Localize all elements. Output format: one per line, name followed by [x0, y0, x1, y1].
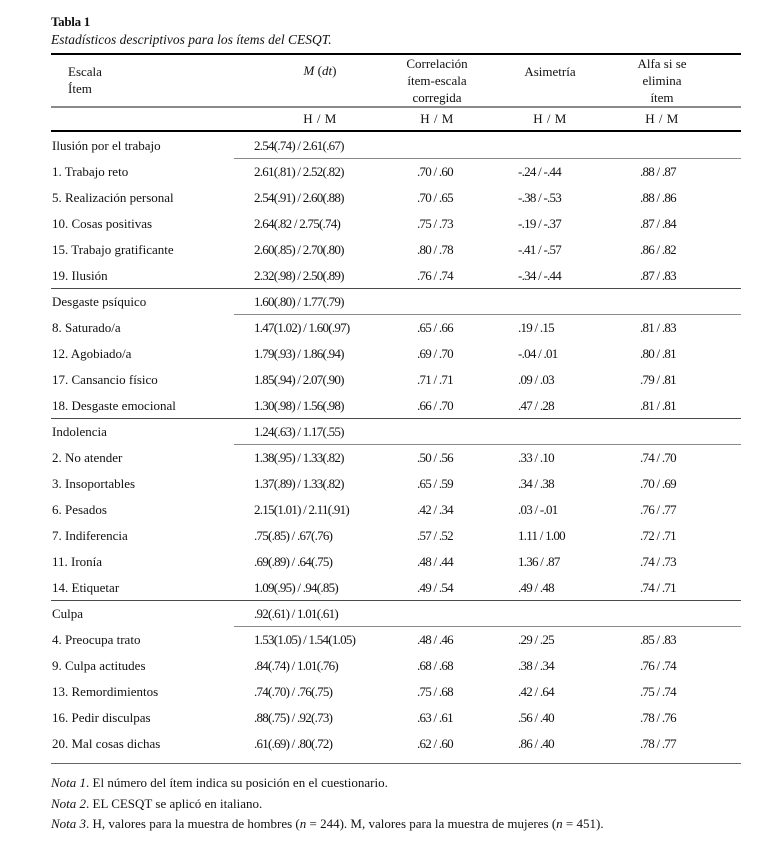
subheader-alpha: H / M [645, 111, 679, 126]
item-correlation: .62 / .60 [417, 736, 453, 751]
item-row [51, 627, 741, 653]
item-correlation: .57 / .52 [417, 528, 453, 543]
item-alpha: .72 / .71 [640, 528, 676, 543]
item-row [51, 341, 741, 367]
scale-name: Culpa [52, 606, 84, 621]
header-mean-symbol: M [303, 63, 315, 78]
header-paren-open: ( [314, 63, 322, 78]
item-correlation: .68 / .68 [417, 658, 453, 673]
item-correlation: .65 / .66 [417, 320, 453, 335]
header-mean-sd [255, 62, 385, 79]
item-correlation: .80 / .78 [417, 242, 453, 257]
header-sd-symbol: dt [321, 63, 333, 78]
header-correlation-line: ítem-escala [407, 73, 467, 88]
header-paren-close: ) [332, 63, 337, 78]
item-mean-sd: .84(.74) / 1.01(.76) [254, 658, 338, 673]
item-correlation: .76 / .74 [417, 268, 453, 283]
header-alpha-line: ítem [650, 90, 674, 105]
item-mean-sd: 1.85(.94) / 2.07(.90) [254, 372, 344, 387]
item-correlation: .70 / .60 [417, 164, 453, 179]
item-name: 6. Pesados [52, 502, 107, 517]
item-name: 14. Etiquetar [52, 580, 120, 595]
item-mean-sd: 1.47(1.02) / 1.60(.97) [254, 320, 350, 335]
item-asymmetry: -.19 / -.37 [518, 216, 562, 231]
scale-section [51, 601, 741, 764]
item-correlation: .75 / .68 [417, 684, 453, 699]
item-name: 20. Mal cosas dichas [52, 736, 161, 751]
item-asymmetry: .19 / .15 [518, 320, 554, 335]
item-name: 4. Preocupa trato [52, 632, 141, 647]
item-name: 18. Desgaste emocional [52, 398, 176, 413]
note-n-symbol: n [556, 816, 563, 831]
note-text: = 451). [562, 816, 604, 831]
item-correlation: .50 / .56 [417, 450, 453, 465]
item-mean-sd: .88(.75) / .92(.73) [254, 710, 333, 725]
note-2 [51, 794, 751, 815]
header-asymmetry: Asimetría [524, 64, 576, 79]
header-alpha [597, 55, 727, 106]
item-row [51, 549, 741, 575]
scale-row [51, 133, 741, 159]
item-correlation: .42 / .34 [417, 502, 453, 517]
item-row [51, 393, 741, 419]
item-asymmetry: .34 / .38 [518, 476, 554, 491]
item-mean-sd: .69(.89) / .64(.75) [254, 554, 333, 569]
item-name: 9. Culpa actitudes [52, 658, 146, 673]
item-asymmetry: .49 / .48 [518, 580, 554, 595]
item-mean-sd: .74(.70) / .76(.75) [254, 684, 333, 699]
item-correlation: .48 / .44 [417, 554, 453, 569]
item-name: 13. Remordimientos [52, 684, 159, 699]
header-alpha-line: Alfa si se [637, 56, 687, 71]
scale-mean-sd: 2.54(.74) / 2.61(.67) [254, 138, 344, 153]
item-row [51, 471, 741, 497]
subheader-asymmetry: H / M [533, 111, 567, 126]
note-1 [51, 773, 751, 794]
scale-mean-sd: 1.60(.80) / 1.77(.79) [254, 294, 344, 309]
item-name: 7. Indiferencia [52, 528, 128, 543]
item-row [51, 497, 741, 523]
scale-row [51, 601, 741, 627]
scale-row [51, 289, 741, 315]
header-item-label: Ítem [68, 81, 92, 96]
item-correlation: .70 / .65 [417, 190, 453, 205]
note-label: Nota 1 [51, 775, 87, 790]
item-asymmetry: .33 / .10 [518, 450, 554, 465]
item-asymmetry: 1.36 / .87 [518, 554, 560, 569]
item-alpha: .86 / .82 [640, 242, 676, 257]
item-mean-sd: .75(.85) / .67(.76) [254, 528, 333, 543]
item-alpha: .76 / .77 [640, 502, 676, 517]
item-asymmetry: .38 / .34 [518, 658, 554, 673]
subheader-correlation: H / M [420, 111, 454, 126]
item-mean-sd: 2.60(.85) / 2.70(.80) [254, 242, 344, 257]
item-correlation: .48 / .46 [417, 632, 453, 647]
item-row [51, 185, 741, 211]
note-n-symbol: n [299, 816, 307, 831]
scale-mean-sd: .92(.61) / 1.01(.61) [254, 606, 338, 621]
item-alpha: .78 / .77 [640, 736, 676, 751]
note-text: . H, valores para la muestra de hombres ( [86, 816, 300, 831]
item-asymmetry: .29 / .25 [518, 632, 554, 647]
item-mean-sd: 2.61(.81) / 2.52(.82) [254, 164, 344, 179]
item-alpha: .79 / .81 [640, 372, 676, 387]
item-alpha: .81 / .81 [640, 398, 676, 413]
item-mean-sd: 1.09(.95) / .94(.85) [254, 580, 338, 595]
item-alpha: .85 / .83 [640, 632, 676, 647]
item-name: 17. Cansancio físico [52, 372, 158, 387]
item-alpha: .78 / .76 [640, 710, 676, 725]
item-correlation: .71 / .71 [417, 372, 453, 387]
item-mean-sd: 1.79(.93) / 1.86(.94) [254, 346, 344, 361]
item-asymmetry: -.24 / -.44 [518, 164, 562, 179]
item-asymmetry: -.41 / -.57 [518, 242, 562, 257]
scale-name: Ilusión por el trabajo [52, 138, 161, 153]
item-mean-sd: 1.38(.95) / 1.33(.82) [254, 450, 344, 465]
item-mean-sd: 2.54(.91) / 2.60(.88) [254, 190, 344, 205]
item-row [51, 237, 741, 263]
item-correlation: .69 / .70 [417, 346, 453, 361]
table-subheader [51, 107, 741, 130]
item-row [51, 523, 741, 549]
item-row [51, 575, 741, 601]
scale-name: Desgaste psíquico [52, 294, 147, 309]
item-mean-sd: 2.15(1.01) / 2.11(.91) [254, 502, 349, 517]
item-row [51, 211, 741, 237]
item-correlation: .63 / .61 [417, 710, 453, 725]
header-scale-item [68, 63, 188, 97]
item-name: 1. Trabajo reto [52, 164, 129, 179]
item-row [51, 263, 741, 289]
item-alpha: .74 / .71 [640, 580, 676, 595]
note-text: . El número del ítem indica su posición en el cuestionario. [86, 775, 388, 790]
scale-mean-sd: 1.24(.63) / 1.17(.55) [254, 424, 344, 439]
header-alpha-line: elimina [642, 73, 682, 88]
header-correlation [372, 55, 502, 106]
item-row [51, 159, 741, 185]
item-correlation: .75 / .73 [417, 216, 453, 231]
item-row [51, 731, 741, 757]
item-alpha: .87 / .83 [640, 268, 676, 283]
header-scale-label: Escala [68, 64, 102, 79]
item-asymmetry: -.38 / -.53 [518, 190, 562, 205]
note-text: . EL CESQT se aplicó en italiano. [86, 795, 263, 811]
table-header [51, 53, 741, 106]
item-correlation: .49 / .54 [417, 580, 453, 595]
item-asymmetry: 1.11 / 1.00 [518, 528, 565, 543]
table-title: Tabla 1 [51, 14, 90, 29]
item-name: 19. Ilusión [52, 268, 108, 283]
item-alpha: .74 / .70 [640, 450, 676, 465]
item-mean-sd: 2.32(.98) / 2.50(.89) [254, 268, 344, 283]
header-correlation-line: Correlación [406, 56, 468, 71]
scale-section [51, 289, 741, 419]
item-name: 15. Trabajo gratificante [52, 242, 174, 257]
item-alpha: .81 / .83 [640, 320, 676, 335]
item-alpha: .76 / .74 [640, 658, 676, 673]
item-name: 11. Ironía [52, 554, 103, 569]
item-alpha: .80 / .81 [640, 346, 676, 361]
item-mean-sd: 1.37(.89) / 1.33(.82) [254, 476, 344, 491]
header-correlation-line: corregida [412, 90, 462, 105]
item-asymmetry: .86 / .40 [518, 736, 554, 751]
scale-row [51, 419, 741, 445]
note-label: Nota 2 [51, 795, 87, 811]
item-row [51, 653, 741, 679]
table-notes [51, 773, 751, 835]
table-body [51, 132, 741, 764]
scale-section [51, 419, 741, 601]
item-name: 8. Saturado/a [52, 320, 121, 335]
item-correlation: .65 / .59 [417, 476, 453, 491]
item-asymmetry: -.34 / -.44 [518, 268, 562, 283]
item-asymmetry: .09 / .03 [518, 372, 554, 387]
item-asymmetry: -.04 / .01 [518, 346, 558, 361]
scale-section [51, 133, 741, 289]
item-row [51, 315, 741, 341]
item-asymmetry: .47 / .28 [518, 398, 554, 413]
item-name: 10. Cosas positivas [52, 216, 153, 231]
item-correlation: .66 / .70 [417, 398, 453, 413]
item-name: 3. Insoportables [52, 476, 136, 491]
item-row [51, 679, 741, 705]
subheader-mean-sd: H / M [303, 111, 337, 126]
item-alpha: .70 / .69 [640, 476, 676, 491]
item-mean-sd: 1.53(1.05) / 1.54(1.05) [254, 632, 356, 647]
item-name: 5. Realización personal [52, 190, 174, 205]
item-alpha: .74 / .73 [640, 554, 676, 569]
note-text: = 244). M, valores para la muestra de mujeres ( [306, 816, 557, 831]
scale-name: Indolencia [52, 424, 107, 439]
item-asymmetry: .03 / -.01 [518, 502, 558, 517]
note-label: Nota 3 [51, 816, 87, 831]
item-alpha: .75 / .74 [640, 684, 676, 699]
item-name: 12. Agobiado/a [52, 346, 132, 361]
item-mean-sd: .61(.69) / .80(.72) [254, 736, 333, 751]
item-row [51, 367, 741, 393]
table-subtitle: Estadísticos descriptivos para los ítems del CESQT. [51, 32, 332, 47]
item-alpha: .88 / .86 [640, 190, 676, 205]
item-mean-sd: 1.30(.98) / 1.56(.98) [254, 398, 344, 413]
item-asymmetry: .42 / .64 [518, 684, 554, 699]
item-row [51, 445, 741, 471]
item-row [51, 705, 741, 731]
item-alpha: .88 / .87 [640, 164, 676, 179]
item-alpha: .87 / .84 [640, 216, 676, 231]
item-name: 2. No atender [52, 450, 123, 465]
note-3 [51, 814, 751, 835]
item-name: 16. Pedir disculpas [52, 710, 151, 725]
item-asymmetry: .56 / .40 [518, 710, 554, 725]
item-mean-sd: 2.64(.82 / 2.75(.74) [254, 216, 341, 231]
